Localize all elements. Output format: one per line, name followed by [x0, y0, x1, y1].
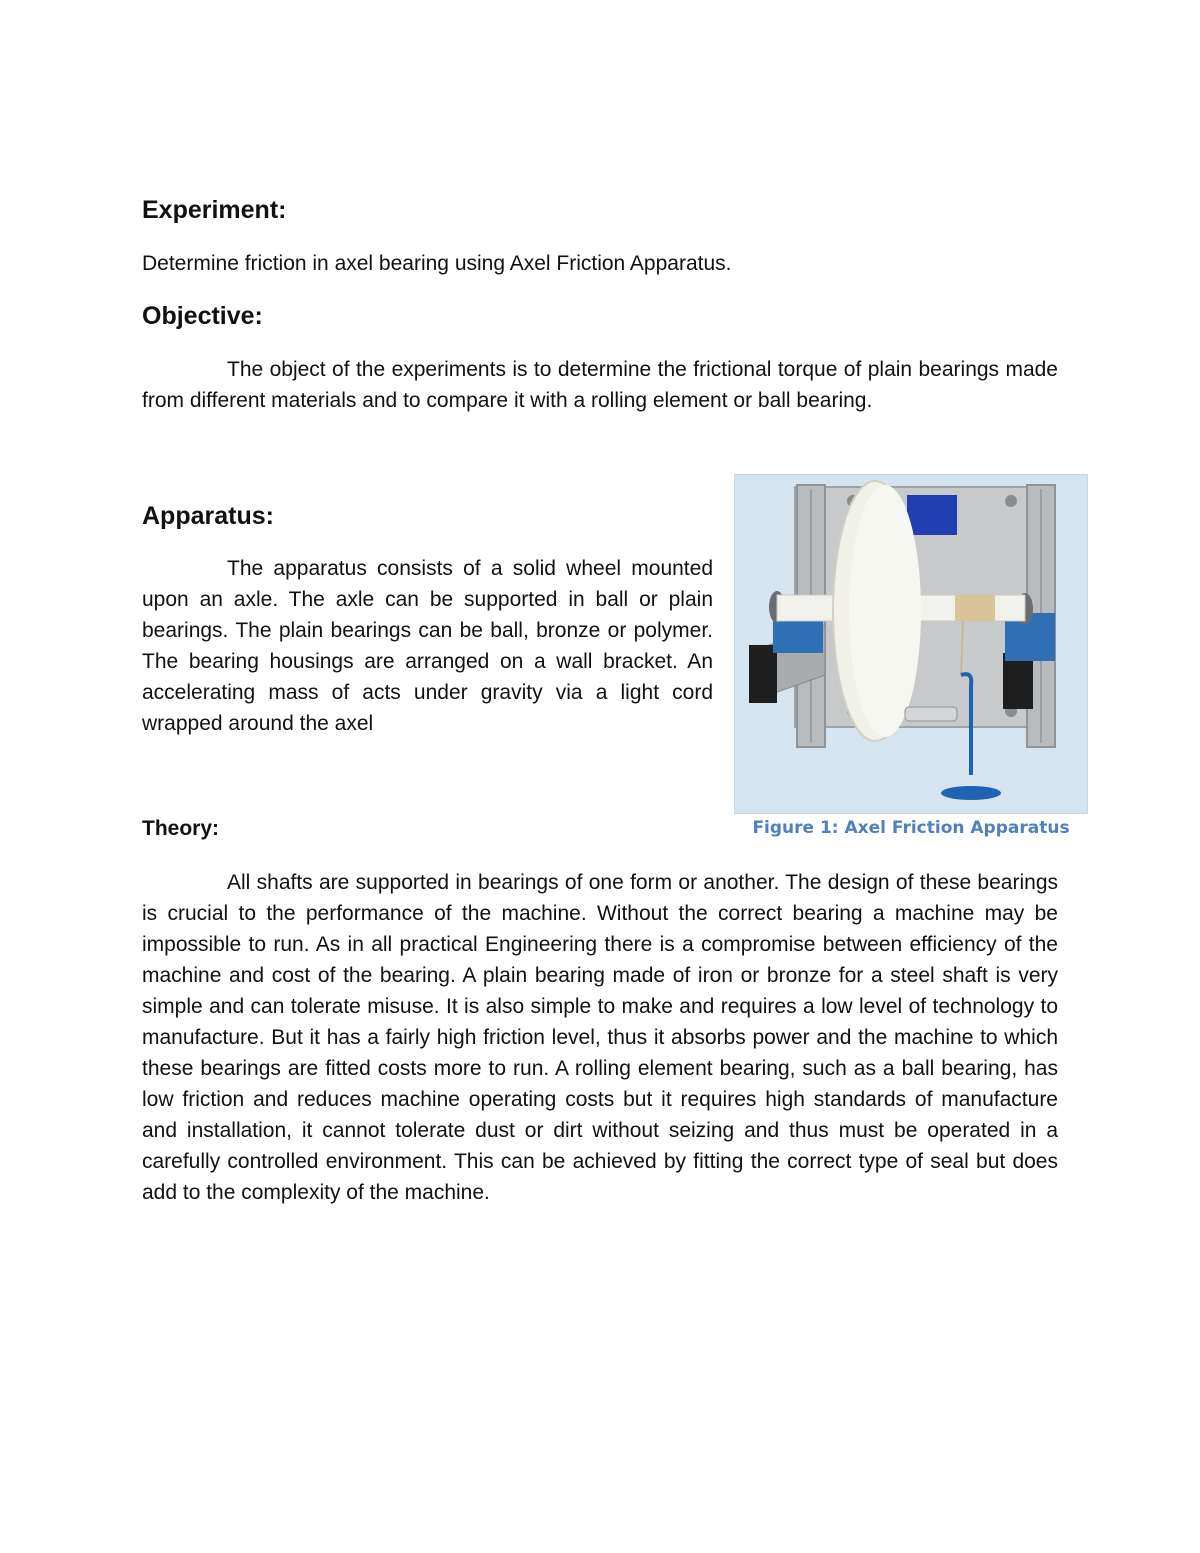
apparatus-text: The apparatus consists of a solid wheel mounted upon an axle. The axle can be supported in ball or plain bearings. The plain bearings can be ball, bronze or polymer. The bearing housings are arranged on a wall bracket. An accelerating mass of acts under gravity via a light cord wrapped around the axel: [142, 557, 713, 735]
experiment-heading: Experiment:: [142, 196, 287, 224]
objective-heading: Objective:: [142, 302, 263, 330]
theory-text: All shafts are supported in bearings of one form or another. The design of these bearings is crucial to the performance of the machine. Without the correct bearing a machine may be impossible to run. As in all practical Engineering there is a compromise between efficiency of the machine and cost of the bearing. A plain bearing made of iron or bronze for a steel shaft is very simple and can tolerate misuse. It is also simple to make and requires a low level of technology to manufacture. But it has a fairly high friction level, thus it absorbs power and the machine to which these bearings are fitted costs more to run. A rolling element bearing, such as a ball bearing, has low friction and reduces machine operating costs but it requires high standards of manufacture and installation, it cannot tolerate dust or dirt without seizing and thus must be operated in a carefully controlled environment. This can be achieved by fitting the correct type of seal but does add to the complexity of the machine.: [142, 871, 1058, 1204]
objective-text: The object of the experiments is to determine the frictional torque of plain bearings made from different materials and to compare it with a rolling element or ball bearing.: [142, 358, 1058, 412]
axel-friction-apparatus-image: [735, 475, 1087, 813]
theory-heading: Theory:: [142, 817, 220, 840]
experiment-text: Determine friction in axel bearing using Axel Friction Apparatus.: [142, 252, 732, 275]
apparatus-heading: Apparatus:: [142, 502, 274, 530]
apparatus-figure: [734, 474, 1088, 814]
figure-caption: Figure 1: Axel Friction Apparatus: [752, 818, 1070, 838]
